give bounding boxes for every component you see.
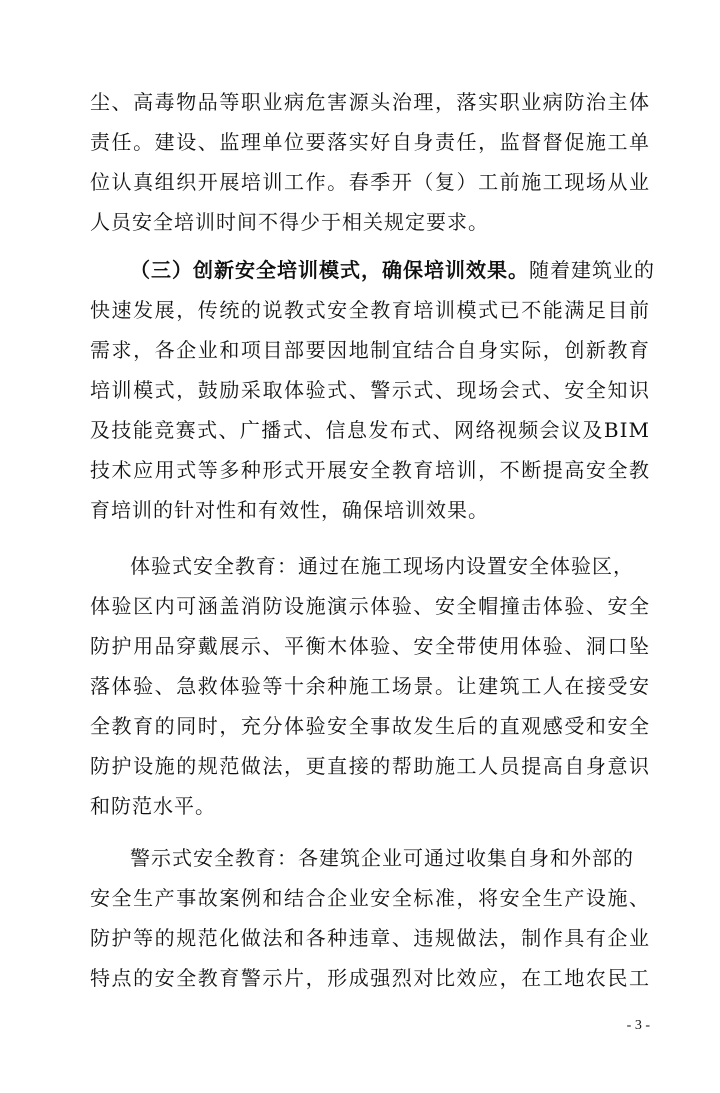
text-line: 尘、高毒物品等职业病危害源头治理，落实职业病防治主体 — [90, 90, 650, 114]
paragraph-3 — [90, 546, 650, 826]
text-line: 全教育的同时，充分体验安全事故发生后的直观感受和安全 — [90, 714, 650, 738]
text-line: 落体验、急救体验等十余种施工场景。让建筑工人在接受安 — [90, 674, 650, 698]
text-line: 责任。建设、监理单位要落实好自身责任，监督督促施工单 — [90, 130, 650, 154]
section-heading: （三）创新安全培训模式，确保培训效果。 — [130, 258, 529, 282]
text-line: 培训模式，鼓励采取体验式、警示式、现场会式、安全知识 — [90, 378, 650, 402]
heading-line-rest: 随着建筑业的 — [529, 258, 655, 282]
text-line: 和防范水平。 — [90, 794, 216, 818]
text-line: 体验式安全教育：通过在施工现场内设置安全体验区， — [130, 554, 634, 578]
text-line: 育培训的针对性和有效性，确保培训效果。 — [90, 498, 489, 522]
text-line: 体验区内可涵盖消防设施演示体验、安全帽撞击体验、安全 — [90, 594, 650, 618]
text-line: 位认真组织开展培训工作。春季开（复）工前施工现场从业 — [90, 170, 650, 194]
text-line: 防护等的规范化做法和各种违章、违规做法，制作具有企业 — [90, 926, 650, 950]
text-line: 防护设施的规范做法，更直接的帮助施工人员提高自身意识 — [90, 754, 650, 778]
heading-line — [90, 250, 655, 290]
text-line: 安全生产事故案例和结合企业安全标准，将安全生产设施、 — [90, 886, 650, 910]
text-line: 特点的安全教育警示片，形成强烈对比效应，在工地农民工 — [90, 966, 650, 990]
text-line: 人员安全培训时间不得少于相关规定要求。 — [90, 210, 489, 234]
page-number: - 3 - — [626, 1018, 650, 1033]
text-line: 技术应用式等多种形式开展安全教育培训，不断提高安全教 — [90, 458, 650, 482]
text-line: 及技能竞赛式、广播式、信息发布式、网络视频会议及BIM — [90, 418, 650, 442]
text-line: 警示式安全教育：各建筑企业可通过收集自身和外部的 — [130, 846, 634, 870]
text-line: 防护用品穿戴展示、平衡木体验、安全带使用体验、洞口坠 — [90, 634, 650, 658]
text-line: 快速发展，传统的说教式安全教育培训模式已不能满足目前 — [90, 298, 650, 322]
text-line: 需求，各企业和项目部要因地制宜结合自身实际，创新教育 — [90, 338, 650, 362]
paragraph-2 — [90, 250, 655, 530]
paragraph-1 — [90, 82, 650, 242]
paragraph-4 — [90, 838, 650, 998]
